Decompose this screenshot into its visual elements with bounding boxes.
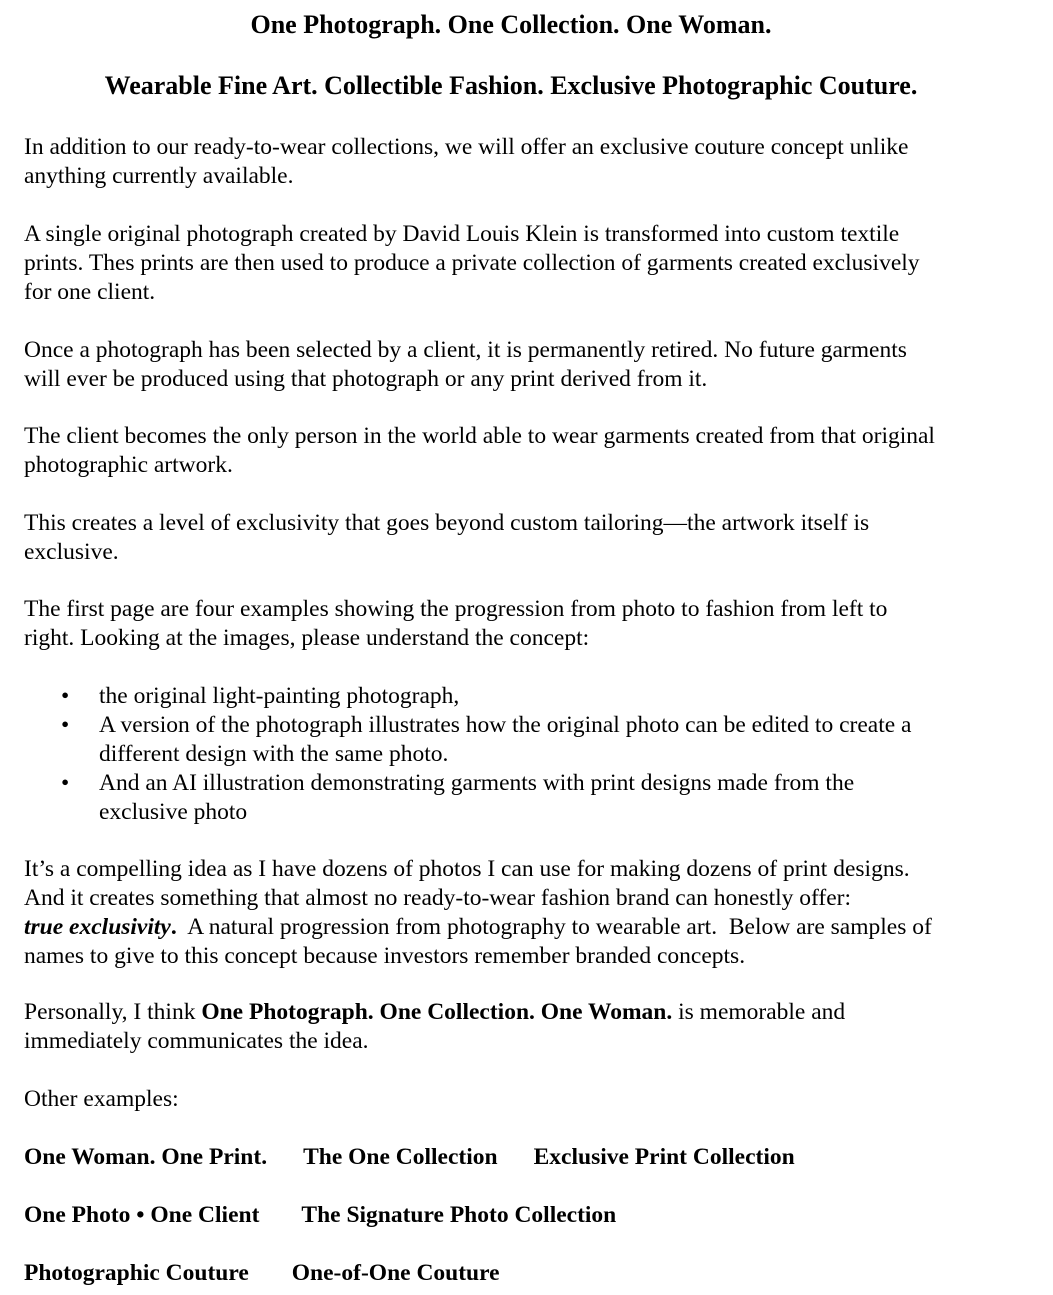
name-examples-row-2	[24, 1201, 616, 1230]
document-subtitle: Wearable Fine Art. Collectible Fashion. Exclusive Photographic Couture.	[104, 71, 918, 100]
text-line: for one client.	[24, 279, 156, 305]
name-example: The Signature Photo Collection	[301, 1202, 617, 1228]
concept-bullet-list	[24, 682, 1024, 827]
emphasis-period: .	[170, 914, 177, 940]
text-line: Personally, I think	[24, 999, 202, 1025]
text-line: will ever be produced using that photograph or any print derived from it.	[24, 366, 708, 392]
list-item	[24, 769, 1024, 827]
text-line: Once a photograph has been selected by a client, it is permanently retired. No future garments	[24, 337, 907, 363]
paragraph-compelling-idea	[24, 855, 1034, 971]
list-item-text: different design with the same photo.	[99, 741, 449, 767]
bullet-icon: •	[61, 770, 70, 796]
paragraph-personal-opinion	[24, 998, 1034, 1056]
text-line: This creates a level of exclusivity that goes beyond custom tailoring—the artwork itself is	[24, 510, 870, 536]
text-line: exclusive.	[24, 539, 119, 565]
text-line: immediately communicates the idea.	[24, 1028, 369, 1054]
name-example: The One Collection	[303, 1144, 498, 1170]
text-line: And it creates something that almost no ready-to-wear fashion brand can honestly offer:	[24, 885, 852, 911]
bullet-icon: •	[61, 683, 70, 709]
text-line: prints. Thes prints are then used to produce a private collection of garments created exclusively	[24, 250, 920, 276]
paragraph-photograph	[24, 220, 1034, 307]
text-line: The first page are four examples showing the progression from photo to fashion from left to	[24, 596, 888, 622]
text-line: right. Looking at the images, please understand the concept:	[24, 625, 590, 651]
document-title: One Photograph. One Collection. One Woman.	[250, 10, 772, 39]
emphasis-brand-name: One Photograph. One Collection. One Woman.	[201, 999, 673, 1025]
name-example: One Woman. One Print.	[24, 1144, 268, 1170]
text-line: anything currently available.	[24, 163, 294, 189]
paragraph-examples	[24, 595, 1034, 653]
name-example: One-of-One Couture	[291, 1260, 500, 1286]
paragraph-client	[24, 422, 1034, 480]
list-item	[24, 682, 1024, 711]
text-line: A single original photograph created by David Louis Klein is transformed into custom textile	[24, 221, 900, 247]
text-line: A natural progression from photography to wearable art. Below are samples of	[176, 914, 932, 940]
name-example: Photographic Couture	[24, 1260, 249, 1286]
text-line: It’s a compelling idea as I have dozens of photos I can use for making dozens of print designs.	[24, 856, 910, 882]
list-item-text: A version of the photograph illustrates how the original photo can be edited to create a	[99, 712, 912, 738]
name-examples-row-1	[24, 1143, 795, 1172]
text-line: In addition to our ready-to-wear collections, we will offer an exclusive couture concept unlike	[24, 134, 909, 160]
name-examples-row-3	[24, 1259, 500, 1288]
paragraph-exclusivity	[24, 509, 1034, 567]
emphasis-true-exclusivity: true exclusivity	[24, 914, 171, 940]
list-item	[24, 711, 1024, 769]
name-example: One Photo • One Client	[24, 1202, 260, 1228]
text-line: is memorable and	[672, 999, 846, 1025]
list-item-text: And an AI illustration demonstrating garments with print designs made from the	[99, 770, 855, 796]
text-line: names to give to this concept because investors remember branded concepts.	[24, 943, 746, 969]
list-item-text: exclusive photo	[99, 799, 248, 825]
paragraph-other-examples: Other examples:	[24, 1086, 179, 1112]
paragraph-intro	[24, 133, 1034, 191]
bullet-icon: •	[61, 712, 70, 738]
list-item-text: the original light-painting photograph,	[99, 683, 460, 709]
name-example: Exclusive Print Collection	[533, 1144, 795, 1170]
paragraph-retired	[24, 336, 1034, 394]
text-line: The client becomes the only person in the world able to wear garments created from that original	[24, 423, 935, 449]
text-line: photographic artwork.	[24, 452, 233, 478]
